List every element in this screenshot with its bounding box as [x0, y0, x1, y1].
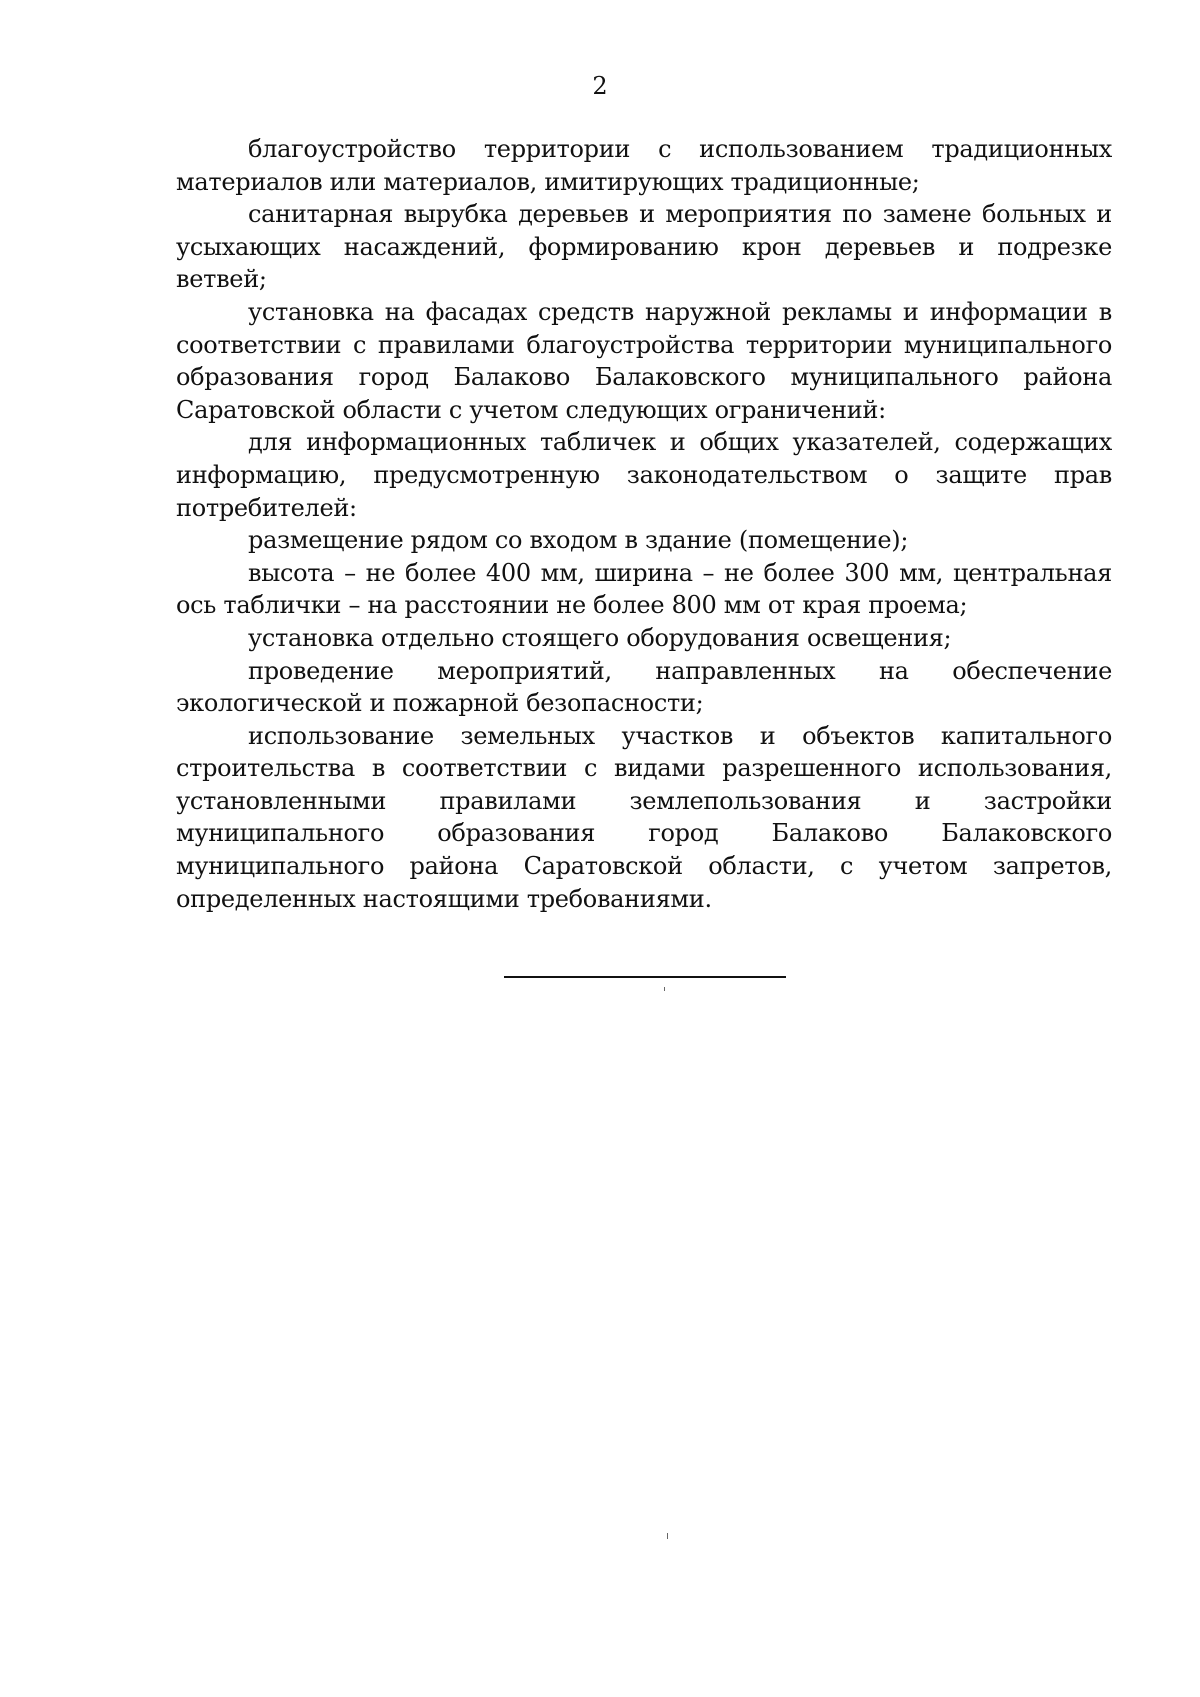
scan-speck — [667, 1533, 668, 1539]
paragraph-tree-felling: санитарная вырубка деревьев и мероприятия по замене больных и усыхающих насаждений, формированию крон деревьев и подрезке ветвей; — [176, 200, 1112, 294]
paragraph-land-use: использование земельных участков и объектов капитального строительства в соответствии с видами разрешенного использования, установленными правилами землепользования и застройки муниципального образования город Балаково Балаковского муниципального района Саратовской области, с учетом запретов, определенных настоящими требованиями. — [176, 721, 1112, 913]
paragraph-sign-dimensions: высота – не более 400 мм, ширина – не более 300 мм, центральная ось таблички – на расстоянии не более 800 мм от края проема; — [176, 558, 1112, 620]
paragraph-lighting: установка отдельно стоящего оборудования освещения; — [248, 623, 952, 652]
paragraph-facade-advertising: установка на фасадах средств наружной рекламы и информации в соответствии с правилами благоустройства территории муниципального образования город Балаково Балаковского муниципального района Саратовской области с учетом следующих ограничений: — [176, 297, 1112, 424]
scan-speck — [664, 987, 665, 991]
paragraph-safety-measures: проведение мероприятий, направленных на обеспечение экологической и пожарной безопасности; — [176, 656, 1112, 718]
paragraph-sign-placement: размещение рядом со входом в здание (помещение); — [248, 526, 909, 555]
body-text — [176, 133, 1112, 915]
paragraph-information-signs: для информационных табличек и общих указателей, содержащих информацию, предусмотренную законодательством о защите прав потребителей: — [176, 428, 1112, 522]
end-separator-line — [504, 976, 786, 978]
page-number: 2 — [592, 72, 608, 100]
paragraph-landscaping: благоустройство территории с использованием традиционных материалов или материалов, имитирующих традиционные; — [176, 135, 1112, 196]
